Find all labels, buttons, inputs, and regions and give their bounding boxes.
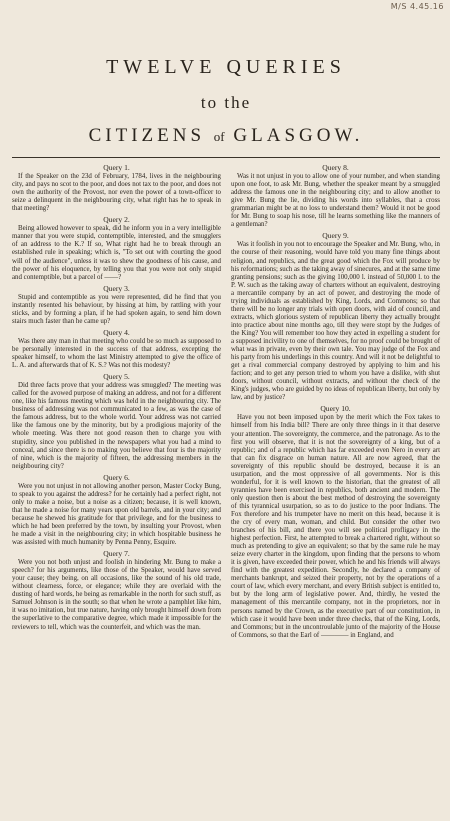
query-text: Have you not been imposed upon by the merit which the Fox takes to himself from his India bill? There are only three things in it that deserve your attention. The sovereignty, the commerce, and the patronage. As to the first you will observe, that it is not the sovereignty of a king, but of a republic; and of a republic which has far exceeded even Nero in every art that can fix disgrace on human nature. All are now agreed, that the sovereignty of this republic should be destroyed, because it is an usurpation, and the most oppressive of all governments. Nor is this wonderful, for it is well known to the historian, that the greatest of all tyrannies have been exercised in republics, both ancient and modern. The only question then is about the best method of destroying the sovereignty of this tyrannical usurpation, so as to do justice to the poor Indians. The Fox therefore and his trumpeter have no merit on this head, because it is the cry of every man, woman, and child. But consider the other two branches of his bill, and there you will see political profligacy in the highest perfection. First, he attempted to break a chartered right, without so much as pretending to give an equivalent; so that by the same rule he may seize every charter in the kingdom, upon finding that the persons to whom it is given, have exceeded their power, which he and his friends will always find with the greatest expedition. Secondly, he declared a company of merchants bankrupt, and seized their property, not by the operations of a court of law, which every merchant, and every British subject is entitled to, but by the long arm of legislative power. And, thirdly, he vested the management of this mercantile company, not in the proprietors, nor in persons named by the Crown, as the executive part of our constitution, in which case it would have been under three checks, that of the King, Lords, and Commons; but in the uncontroulable junto of the majority of the House of Commons, so that the Earl of ———— in England, and (231, 414, 440, 639)
title-main: TWELVE QUERIES (106, 56, 346, 78)
query-block (12, 474, 221, 547)
query-heading: Query 10. (320, 404, 351, 414)
query-block (231, 232, 440, 402)
query-heading: Query 6. (103, 472, 130, 482)
query-heading: Query 2. (103, 215, 130, 225)
query-text: Did three facts prove that your address was smuggled? The meeting was called for the avowed purpose of making an address, and not for a different one, like his famous meeting which was held in the neighbouring city. The business of addressing was not communicated to a few, as was the case of the famous address, but to the whole world. Your address was not carried like the famous one by the minority, but by a prodigious majority of the whole meeting. Was there not good reason then to charge you with stupidity, since you published in the newspapers what you had a mind to conceal, and since there is no making you believe that four is the majority of nine, which is the majority of fifteen, the addressing members in the neighbouring city? (12, 382, 221, 470)
query-block (231, 405, 440, 639)
query-heading: Query 3. (103, 283, 130, 293)
title-citizens (12, 125, 440, 147)
query-block (12, 329, 221, 370)
query-heading: Query 4. (103, 327, 130, 337)
query-text: Was there any man in that meeting who could be so much as supposed to be personally interested in the success of that address, excepting the speaker himself, to whom the last Ministry attempted to give the office of L. A. and afterwards that of K. S.? Was not this modesty? (12, 337, 221, 370)
query-text: Were you not both unjust and foolish in hindering Mr. Bung to make a speech? for his arguments, like those of the Speaker, would have served your cause; they being, on all occasions, like the sound of his old trade, without clearness, force, or elegance; while they are overlaid with the dusting of hard words, he being as remarkable in the north for such stuff, as Samuel Johnson is in the south; so that when he wrote a pamphlet like him, it was no imitation, but true nature, having only brought himself down from the superlative to the comparative degree, which made it impossible for the reviewers to tell, which was the counterfeit, and which was the man. (12, 559, 221, 631)
query-text: Was it not unjust in you to allow one of your number, and when standing upon one foot, to ask Mr. Bung, whether the speaker meant by a smuggled address the famous one in the neighbouring city; and to allow another to give Mr. Bung the lie, dividing his words into syllables, that a cross grammarian might be at no loss to understand them? Would it not be good for Mr. Bung to soap his nose, till he learns something like the manners of a gentleman? (231, 173, 440, 229)
title-of-word: of (213, 129, 225, 144)
shelfmark: M/S 4.45.16 (390, 2, 444, 11)
query-block (12, 550, 221, 631)
query-heading: Query 5. (103, 372, 130, 382)
query-block (12, 285, 221, 326)
query-block (12, 216, 221, 281)
query-heading: Query 7. (103, 549, 130, 559)
query-block (12, 164, 221, 213)
title-to-the: to the (200, 93, 252, 112)
query-heading: Query 1. (103, 163, 130, 172)
title-rule (12, 157, 440, 158)
query-block (231, 164, 440, 229)
query-text: Was it foolish in you not to encourage the Speaker and Mr. Bung, who, in the course of their reasoning, would have told you many fine things about religion, and republics, and the great good which the Fox will produce by his reformations; such as the taking away of sinecures, and at the same time granting pensions; such as the giving 100,000 l. instead of 50,000 l. to the P. W. such as the taking away of charters without an equivalent, destroying a mercantile company by an act of power, and destroying the mode of trying individuals as established by King, Lords, and Commons; so that there will be no longer any trials with open doors, with aid of council, and extracts, which glorious system of republican liberty they actually brought into practice about nine months ago, till they were stopt by the Judges of the King? You will remember too how they acted in expelling a student for a supposed incivility to one of themselves, for no proof could be brought of what was in private, even by their own tale. You may judge of the Fox and his party from his underlings in this country. And will it not be delightful to get a rival commercial company destroyed by applying to him and his faction; and to get any person tried to whom you have a dislike, with shut doors, without council, without extracts, and without the check of the King's judges, who are guided by no ideas of republican liberty, but only by law, and by justice? (231, 241, 440, 402)
query-heading: Query 9. (322, 231, 349, 241)
query-text: Stupid and contemptible as you were represented, did he find that you instantly resented his behaviour, by hissing at him, by rattling with your sticks, and by forming a plan, if he had spoken again, to send him down stairs much faster than he came up? (12, 293, 221, 325)
right-column (231, 162, 440, 643)
query-text: If the Speaker on the 23d of February, 1784, lives in the neighbouring city, and pays no scot to the poor, and does not tax to the poor, and does not own the authority of the Provost, nor even the power of a town-officer to seize a delinquent in the neighbouring city, what right has he to speak in that meeting? (12, 173, 221, 213)
query-text: Were you not unjust in not allowing another person, Master Cocky Bung, to speak to you against the address? for he certainly had a perfect right, not only to make a noise, but a noise as a citizen; because, it is well known, that he made a noise for many years upon old barrels, and in your city; and because he shewed his gratitude for that privilege, and for the business to which he had been preferred by the town, by insulting your Provost, when he made a visit in the neighbouring city; in which hospitable business he was assisted with much humanity by Penna Penny, Esquire. (12, 482, 221, 547)
left-column (12, 162, 221, 643)
columns (12, 162, 440, 643)
query-block (12, 373, 221, 471)
query-heading: Query 8. (322, 163, 349, 172)
query-text: Being allowed however to speak, did he inform you in a very intelligible manner that you were stupid, contemptible, interested, and the smugglers of an address to the K.? If so, What right had he to break through an established rule in speaking; which is, "To set out with courting the good will of the audience", unless it was to shew the goodness of his cause, and the power of his eloquence, by telling you that you were not only stupid and contemptible, but a parcel of ——? (12, 225, 221, 281)
title-glasgow-word: GLASGOW. (233, 125, 364, 146)
title-citizens-word: CITIZENS (88, 125, 206, 146)
